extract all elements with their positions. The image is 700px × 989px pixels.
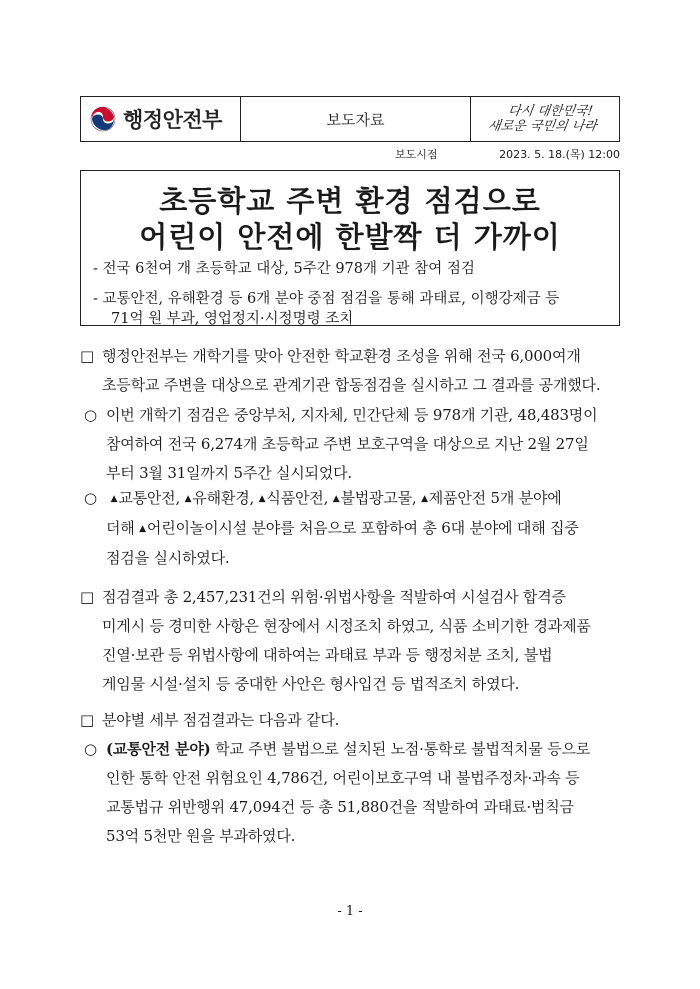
triangle-bullet-icon: ▲ (110, 494, 118, 504)
headline-line-1: 초등학교 주변 환경 점검으로 (159, 184, 541, 218)
paragraph-overview: □ 행정안전부는 개학기를 맞아 안전한 학교환경 조성을 위해 전국 6,000여개 초등학교 주변을 대상으로 관계기관 합동점검을 실시하고 그 결과를 공개했다. (80, 342, 640, 400)
doc-type: 보도자료 (241, 97, 471, 141)
square-bullet: □ (80, 588, 94, 606)
square-bullet: □ (80, 347, 94, 365)
triangle-bullet-icon: ▲ (258, 494, 266, 504)
area-item: ▲유해환경, (184, 489, 255, 507)
paragraph-detail-intro: □ 분야별 세부 점검결과는 다음과 같다. (80, 706, 640, 735)
area-item: ▲제품안전 5개 분야에 (421, 489, 562, 507)
subheadline-2-line-2: 71억 원 부과, 영업정지·시정명령 조치 (111, 311, 354, 327)
section-label: (교통안전 분야) (106, 740, 211, 758)
slogan-line-2: 새로운 국민의 나라 (486, 119, 598, 134)
slogan (471, 97, 619, 141)
headline-line-2: 어린이 안전에 한발짝 더 가까이 (139, 220, 561, 254)
triangle-bullet-icon: ▲ (184, 494, 192, 504)
circle-bullet: ○ (84, 406, 97, 424)
paragraph-inspection-scope: ○ 이번 개학기 점검은 중앙부처, 지자체, 민간단체 등 978개 기관, 48,483명이 참여하여 전국 6,274개 초등학교 주변 보호구역을 대상으로 지난 2월 27일 부터 3월 31일까지 5주간 실시되었다. (84, 401, 624, 488)
area-item: ▲교통안전, (110, 489, 181, 507)
title-box (80, 170, 620, 326)
paragraph-inspection-areas: ○ ▲교통안전, ▲유해환경, ▲식품안전, ▲불법광고물, ▲제품안전 5개 분야에 더해 ▲어린이놀이시설 분야를 처음으로 포함하여 총 6대 분야에 대해 집중 점검을 실시하였다. (84, 484, 624, 573)
government-emblem-icon (89, 105, 117, 133)
ministry-name: 행정안전부 (123, 108, 222, 132)
circle-bullet: ○ (84, 740, 97, 758)
subheadline-2 (93, 289, 609, 329)
subheadline-2-line-1: - 교통안전, 유해환경 등 6개 분야 중점 점검을 통해 과태료, 이행강제금 등 (93, 291, 560, 307)
page-number: - 1 - (337, 904, 363, 919)
paragraph-traffic-safety: ○ (교통안전 분야) 학교 주변 불법으로 설치된 노점·통학로 불법적치물 등으로 인한 통학 안전 위험요인 4,786건, 어린이보호구역 내 불법주정차·과속 등 교통법규 위반행위 47,094건 등 총 51,880건을 적발하여 과태료·범칙금 53억 5천만 원을 부과하였다. (84, 735, 624, 851)
area-item: ▲불법광고물, (332, 489, 417, 507)
slogan-line-1: 다시 대한민국! (506, 104, 594, 119)
area-item: ▲식품안전, (258, 489, 329, 507)
paragraph-results: □ 점검결과 총 2,457,231건의 위험·위법사항을 적발하여 시설검사 합격증 미게시 등 경미한 사항은 현장에서 시정조치 하였고, 식품 소비기한 경과제품 진열·보관 등 위법사항에 대하여는 과태료 부과 등 행정처분 조치, 불법 게임물 시설·설치 등 중대한 사안은 형사입건 등 법적조치 하였다. (80, 583, 640, 699)
triangle-bullet-icon: ▲ (139, 524, 146, 534)
release-label: 보도시점 (395, 148, 438, 161)
subheadline-1: - 전국 6천여 개 초등학교 대상, 5주간 978개 기관 참여 점검 (93, 261, 475, 277)
square-bullet: □ (80, 711, 94, 729)
release-date: 2023. 5. 18.(목) 12:00 (499, 148, 620, 161)
triangle-bullet-icon: ▲ (421, 494, 428, 504)
circle-bullet: ○ (84, 489, 97, 507)
header-box (80, 96, 620, 142)
triangle-bullet-icon: ▲ (332, 494, 340, 504)
release-time (395, 146, 620, 162)
ministry-block (81, 97, 241, 141)
